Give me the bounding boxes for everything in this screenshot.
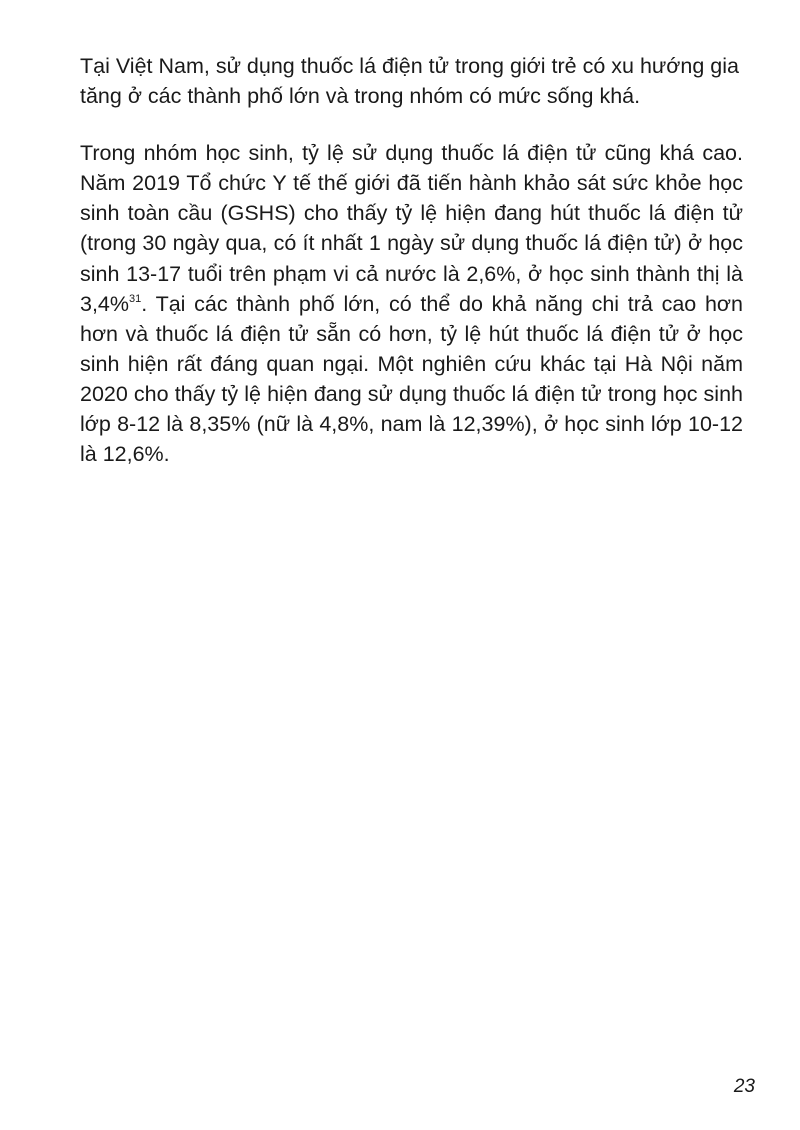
paragraph-2-text-before-ref: Trong nhóm học sinh, tỷ lệ sử dụng thuốc lá điện tử cũng khá cao. Năm 2019 Tổ chức Y tế thế giới đã tiến hành khảo sát sức khỏe học sinh toàn cầu (GSHS) cho thấy tỷ lệ hiện đang hút thuốc lá điện tử (trong 30 ngày qua, có ít nhất 1 ngày sử dụng thuốc lá điện tử) ở học sinh 13-17 tuổi trên phạm vi cả nước là 2,6%, ở học sinh thành thị là 3,4% [80, 141, 743, 316]
paragraph-2 [80, 138, 743, 469]
paragraph-2-text-after-ref: . Tại các thành phố lớn, có thể do khả năng chi trả cao hơn hơn và thuốc lá điện tử sẵn có hơn, tỷ lệ hút thuốc lá điện tử ở học sinh hiện rất đáng quan ngại. Một nghiên cứu khác tại Hà Nội năm 2020 cho thấy tỷ lệ hiện đang sử dụng thuốc lá điện tử trong học sinh lớp 8-12 là 8,35% (nữ là 4,8%, nam là 12,39%), ở học sinh lớp 10-12 là 12,6%. [80, 291, 743, 467]
page-number: 23 [733, 1076, 755, 1097]
footnote-reference[interactable]: 31 [129, 292, 142, 305]
body-text [80, 51, 743, 469]
paragraph-1 [80, 51, 743, 111]
paragraph-1-text: Tại Việt Nam, sử dụng thuốc lá điện tử trong giới trẻ có xu hướng gia tăng ở các thành phố lớn và trong nhóm có mức sống khá. [80, 54, 739, 109]
